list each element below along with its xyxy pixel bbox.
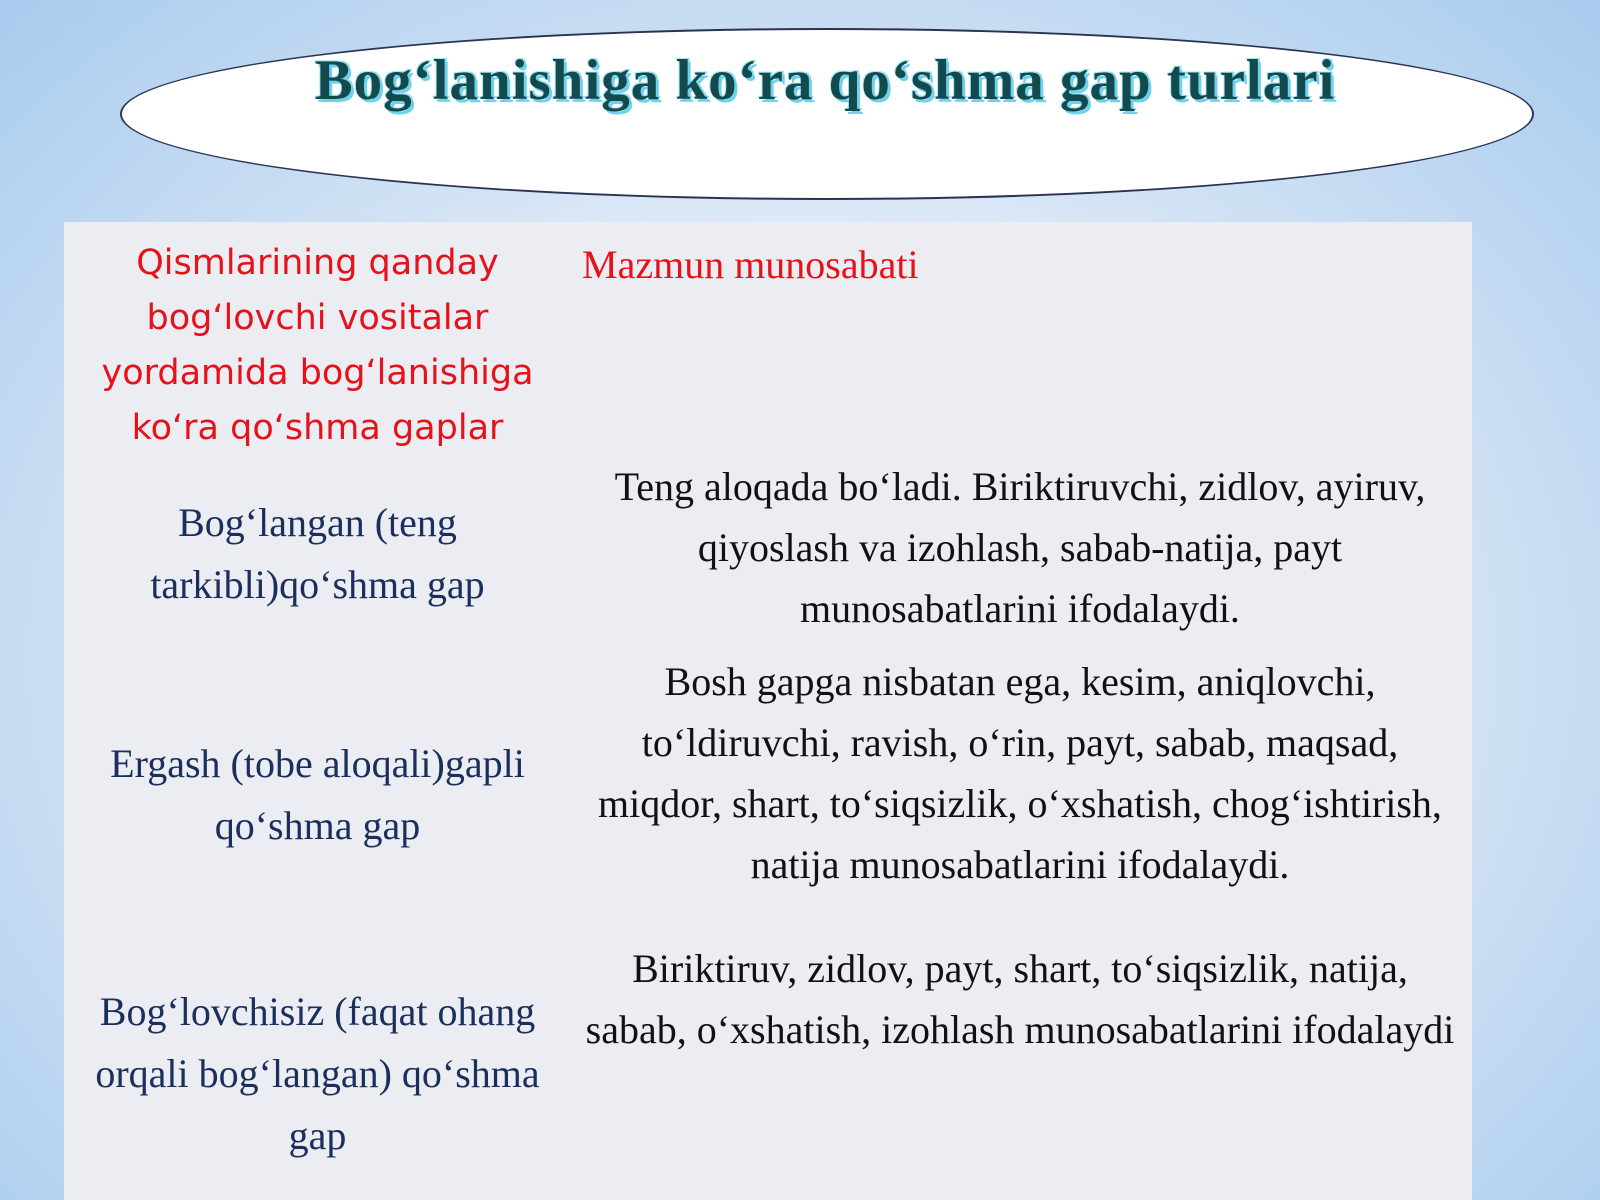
slide-title: Bog‘lanishiga ko‘ra qo‘shma gap turlari bbox=[314, 49, 1336, 112]
row-3-meaning: Biriktiruv, zidlov, payt, shart, to‘siqsizlik, natija, sabab, o‘xshatish, izohlash munosabatlarini ifodalaydi bbox=[585, 946, 1455, 1052]
header-meaning: Mazmun munosabati bbox=[582, 242, 919, 287]
row-1-type: Bog‘langan (teng tarkibli)qo‘shma gap bbox=[150, 500, 485, 607]
row-3-type: Bog‘lovchisiz (faqat ohang orqali bog‘langan) qo‘shma gap bbox=[95, 989, 540, 1158]
row-1-meaning: Teng aloqada bo‘ladi. Biriktiruvchi, zidlov, ayiruv, qiyoslash va izohlash, sabab-natija, payt munosabatlarini ifodalaydi. bbox=[614, 464, 1426, 631]
row-2-type: Ergash (tobe aloqali)gapli qo‘shma gap bbox=[110, 741, 525, 848]
header-type: Qismlarining qanday bog‘lovchi vositalar yordamida bog‘lanishiga ko‘ra qo‘shma gaplar bbox=[101, 243, 534, 448]
row-2-meaning: Bosh gapga nisbatan ega, kesim, aniqlovchi, to‘ldiruvchi, ravish, o‘rin, payt, sabab, maqsad, miqdor, shart, to‘siqsizlik, o‘xshatish, chog‘ishtirish, natija munosabatlarini ifodalaydi. bbox=[598, 659, 1442, 887]
